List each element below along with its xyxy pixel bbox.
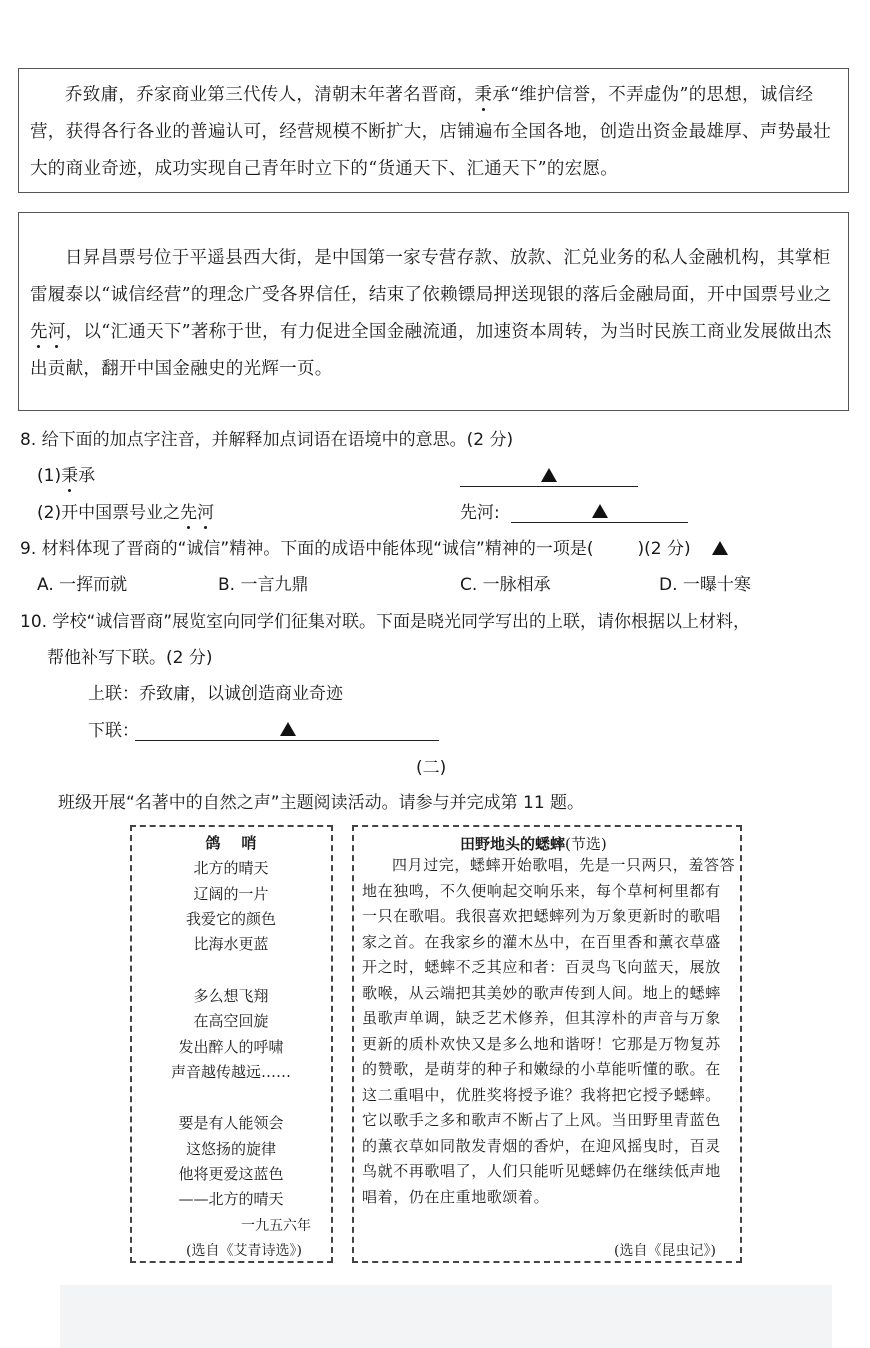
answer-blank-8-1[interactable]	[460, 486, 638, 487]
poem-line: 比海水更蓝	[193, 935, 269, 953]
poem-line: 辽阔的一片	[193, 885, 269, 903]
bottom-shading	[60, 1285, 832, 1348]
question-8-item-2: (2)开中国票号业之先河	[37, 503, 215, 523]
poem-source: (选自《艾青诗选》)	[186, 1243, 302, 1259]
prose-title: 田野地头的蟋蟀(节选)	[460, 835, 607, 853]
answer-marker-icon	[712, 541, 728, 555]
poem-line: 北方的晴天	[193, 859, 269, 877]
question-8-item-1: (1)秉承	[37, 466, 96, 486]
answer-label-xianhe: 先河:	[460, 503, 500, 523]
poem-title: 鸽 哨	[205, 834, 257, 852]
poem-line: 声音越传越远……	[170, 1063, 291, 1081]
poem-line: 我爱它的颜色	[185, 910, 276, 928]
poem-line: 这悠扬的旋律	[185, 1140, 276, 1158]
option-d[interactable]: D. 一曝十寒	[659, 575, 751, 595]
dotted-char-xian: 先	[30, 322, 48, 342]
option-c[interactable]: C. 一脉相承	[460, 575, 551, 595]
poem-line: 要是有人能领会	[178, 1114, 284, 1132]
poem-date: 一九五六年	[241, 1218, 311, 1234]
question-8-stem: 8. 给下面的加点字注音，并解释加点词语在语境中的意思。(2 分)	[20, 430, 514, 450]
couplet-upper: 上联：乔致庸，以诚创造商业奇迹	[88, 684, 343, 704]
option-a[interactable]: A. 一挥而就	[37, 575, 128, 595]
question-10-stem-line1: 10. 学校“诚信晋商”展览室向同学们征集对联。下面是晓光同学写出的上联，请你根据以上材料，	[20, 612, 751, 632]
poem-line: ——北方的晴天	[178, 1190, 284, 1208]
poem-line: 多么想飞翔	[193, 987, 269, 1005]
dotted-char-bing: 秉	[474, 85, 493, 105]
answer-marker-icon	[541, 468, 557, 482]
option-b[interactable]: B. 一言九鼎	[218, 575, 309, 595]
material-paragraph-2: 日昇昌票号位于平遥县西大街，是中国第一家专营存款、放款、汇兑业务的私人金融机构，其掌柜雷履泰以“诚信经营”的理念广受各界信任，结束了依赖镖局押送现银的落后金融局面，开中国票号业之先河，以“汇通天下”著称于世，有力促进全国金融流通，加速资本周转，为当时民族工商业发展做出杰出贡献，翻开中国金融史的光辉一页。	[30, 248, 832, 379]
answer-marker-icon	[592, 504, 608, 518]
poem-line: 他将更爱这蓝色	[178, 1165, 284, 1183]
prose-source: (选自《昆虫记》)	[614, 1243, 716, 1259]
answer-blank-8-2[interactable]	[511, 522, 688, 523]
question-9-stem: 9. 材料体现了晋商的“诚信”精神。下面的成语中能体现“诚信”精神的一项是( )(2 分)	[20, 539, 691, 559]
couplet-lower-label: 下联：	[88, 721, 139, 741]
poem-line: 发出醉人的呼啸	[178, 1038, 284, 1056]
section-heading: (二)	[416, 758, 447, 778]
question-10-stem-line2: 帮他补写下联。(2 分)	[47, 648, 213, 668]
answer-marker-icon	[280, 722, 296, 736]
prose-text: 四月过完，蟋蟀开始歌唱，先是一只两只，羞答答地在独鸣，不久便响起交响乐来，每个草柯柯里都有一只在歌唱。我很喜欢把蟋蟀列为万象更新时的歌唱家之首。在我家乡的灌木丛中，在百里香和薰衣草盛开之时，蟋蟀不乏其应和者：百灵鸟飞向蓝天，展放歌喉，从云端把其美妙的歌声传到人间。地上的蟋蟀虽歌声单调，缺乏艺术修养，但其淳朴的声音与万象更新的质朴欢快又是多么地和谐呀！它那是万物复苏的赞歌，是萌芽的种子和嫩绿的小草能听懂的歌。在这二重唱中，优胜奖将授予谁？我将把它授予蟋蟀。它以歌手之多和歌声不断占了上风。当田野里青蓝色的薰衣草如同散发青烟的香炉，在迎风摇曳时，百灵鸟就不再歌唱了，人们只能听见蟋蟀仍在继续低声地唱着，仍在庄重地歌颂着。	[362, 856, 736, 1206]
section-intro: 班级开展“名著中的自然之声”主题阅读活动。请参与并完成第 11 题。	[58, 793, 585, 813]
poem-line: 在高空回旋	[193, 1012, 269, 1030]
answer-blank-10[interactable]	[135, 740, 439, 741]
dotted-char-he: 河	[47, 322, 66, 342]
material-paragraph-1: 乔致庸，乔家商业第三代传人，清朝末年著名晋商，秉承“维护信誉，不弄虚伪”的思想，诚信经营，获得各行各业的普遍认可，经营规模不断扩大，店铺遍布全国各地，创造出资金最雄厚、声势最壮大的商业奇迹，成功实现自己青年时立下的“货通天下、汇通天下”的宏愿。	[30, 85, 831, 179]
